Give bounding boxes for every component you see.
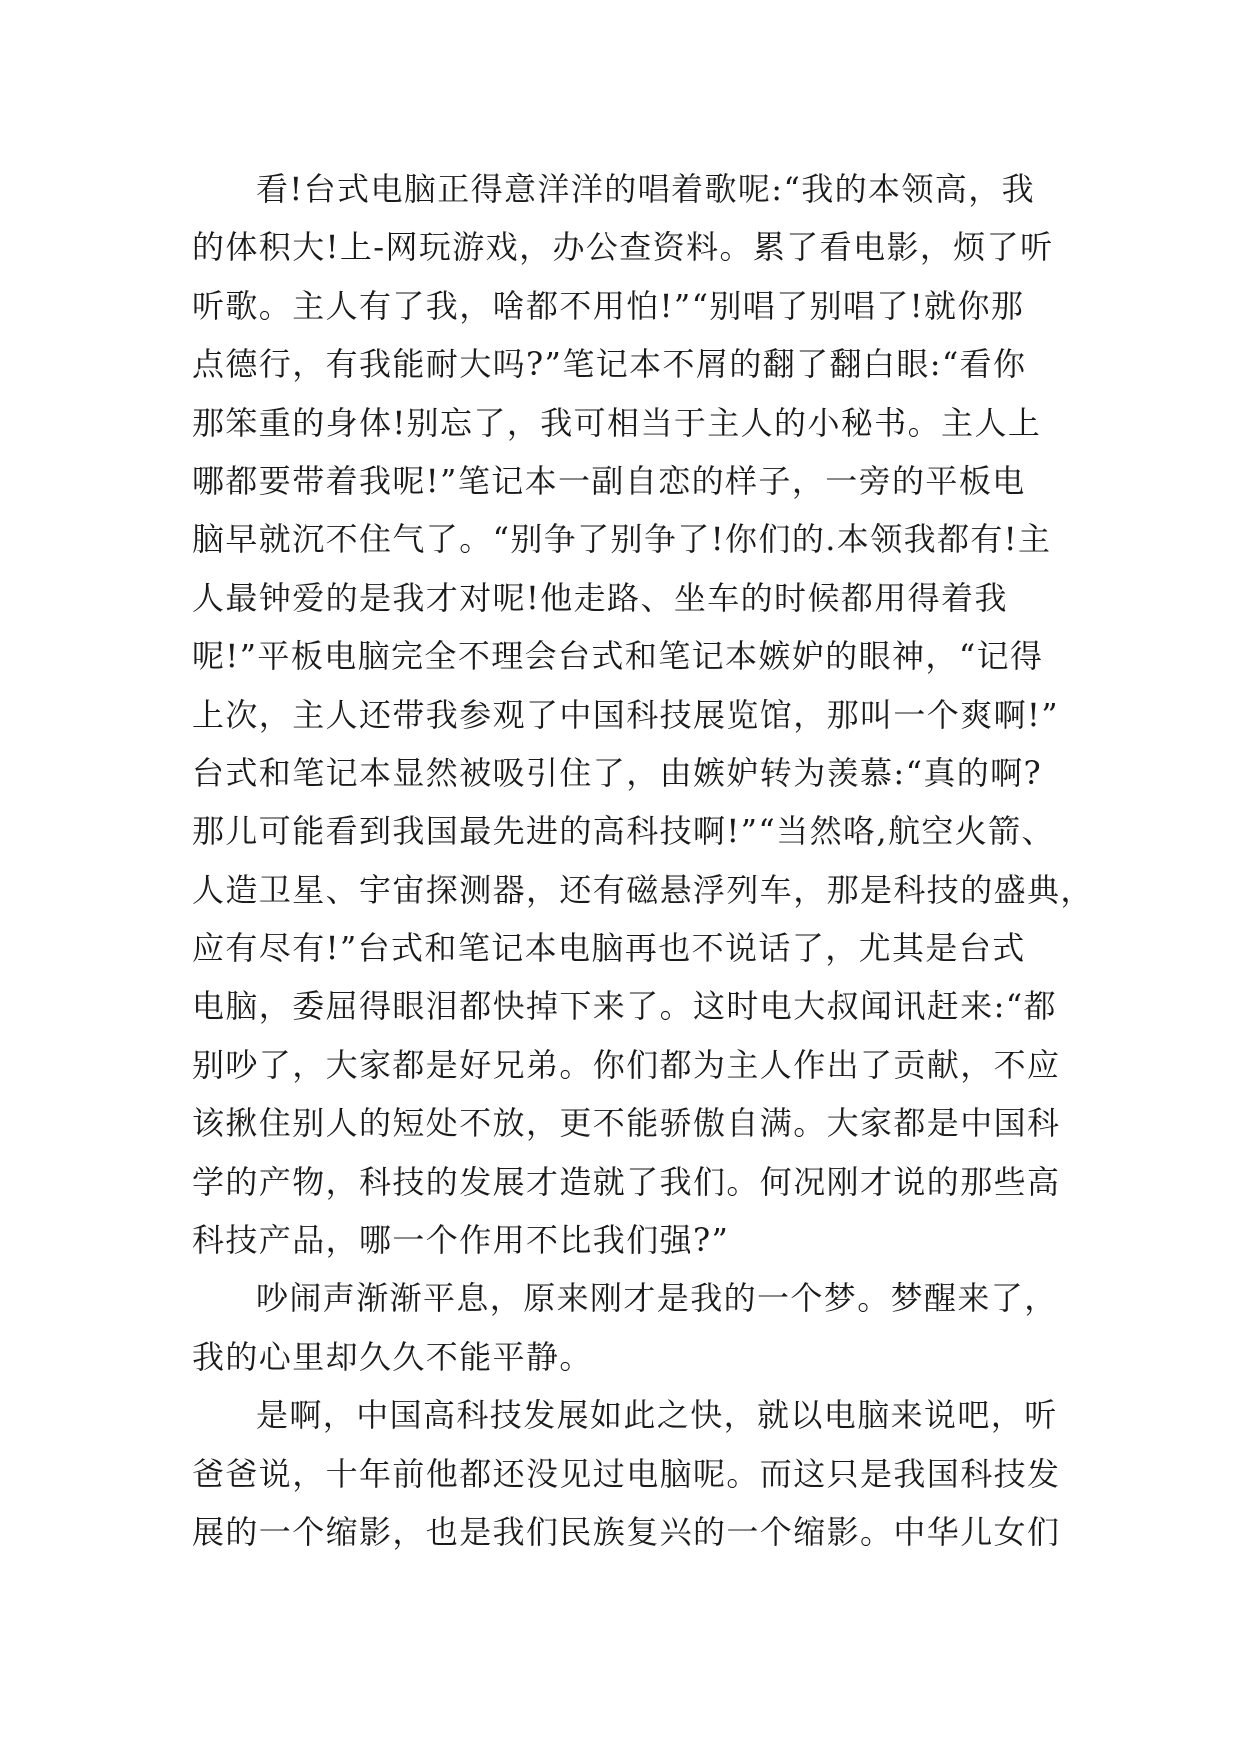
text-line: 学的产物，科技的发展才造就了我们。何况刚才说的那些高 (192, 1162, 1061, 1201)
text-line: 点德行，有我能耐大吗?”笔记本不屑的翻了翻白眼:“看你 (192, 345, 1027, 384)
text-line: 的体积大!上-网玩游戏，办公查资料。累了看电影，烦了听 (192, 228, 1054, 267)
text-line: 呢!”平板电脑完全不理会台式和笔记本嫉妒的眼神，“记得 (192, 637, 1044, 676)
text-line: 那儿可能看到我国最先进的高科技啊!”“当然咯,航空火箭、 (192, 812, 1055, 851)
text-line: 脑早就沉不住气了。“别争了别争了!你们的.本领我都有!主 (192, 520, 1052, 559)
text-line: 那笨重的身体!别忘了，我可相当于主人的小秘书。主人上 (192, 403, 1042, 442)
paragraph-dream-dialogue (192, 160, 1094, 1269)
text-line: 人最钟爱的是我才对呢!他走路、坐车的时候都用得着我 (192, 578, 1008, 617)
paragraph-reflection (192, 1386, 1061, 1561)
text-line: 应有尽有!”台式和笔记本电脑再也不说话了，尤其是台式 (192, 929, 1026, 968)
text-line: 科技产品，哪一个作用不比我们强?” (192, 1221, 730, 1260)
text-line: 电脑，委屈得眼泪都快掉下来了。这时电大叔闻讯赶来:“都 (192, 987, 1057, 1026)
text-line: 爸爸说，十年前他都还没见过电脑呢。而这只是我国科技发 (192, 1454, 1061, 1493)
text-line: 人造卫星、宇宙探测器，还有磁悬浮列车，那是科技的盛典， (192, 870, 1094, 909)
paragraph-waking-up (192, 1269, 1058, 1386)
text-line: 别吵了，大家都是好兄弟。你们都为主人作出了贡献，不应 (192, 1045, 1061, 1084)
text-line: 上次，主人还带我参观了中国科技展览馆，那叫一个爽啊!” (192, 695, 1060, 734)
text-line: 台式和笔记本显然被吸引住了，由嫉妒转为羡慕:“真的啊? (192, 753, 1043, 792)
text-line: 是啊，中国高科技发展如此之快，就以电脑来说吧，听 (256, 1396, 1058, 1435)
text-line: 吵闹声渐渐平息，原来刚才是我的一个梦。梦醒来了， (256, 1279, 1058, 1318)
body-text (192, 160, 1094, 1561)
text-line: 展的一个缩影，也是我们民族复兴的一个缩影。中华儿女们 (192, 1512, 1061, 1551)
text-line: 看!台式电脑正得意洋洋的唱着歌呢:“我的本领高，我 (256, 170, 1036, 208)
text-line: 该揪住别人的短处不放，更不能骄傲自满。大家都是中国科 (192, 1104, 1061, 1143)
text-line: 哪都要带着我呢!”笔记本一副自恋的样子，一旁的平板电 (192, 461, 1026, 500)
text-line: 听歌。主人有了我，啥都不用怕!”“别唱了别唱了!就你那 (192, 286, 1025, 325)
text-line: 我的心里却久久不能平静。 (192, 1337, 593, 1376)
